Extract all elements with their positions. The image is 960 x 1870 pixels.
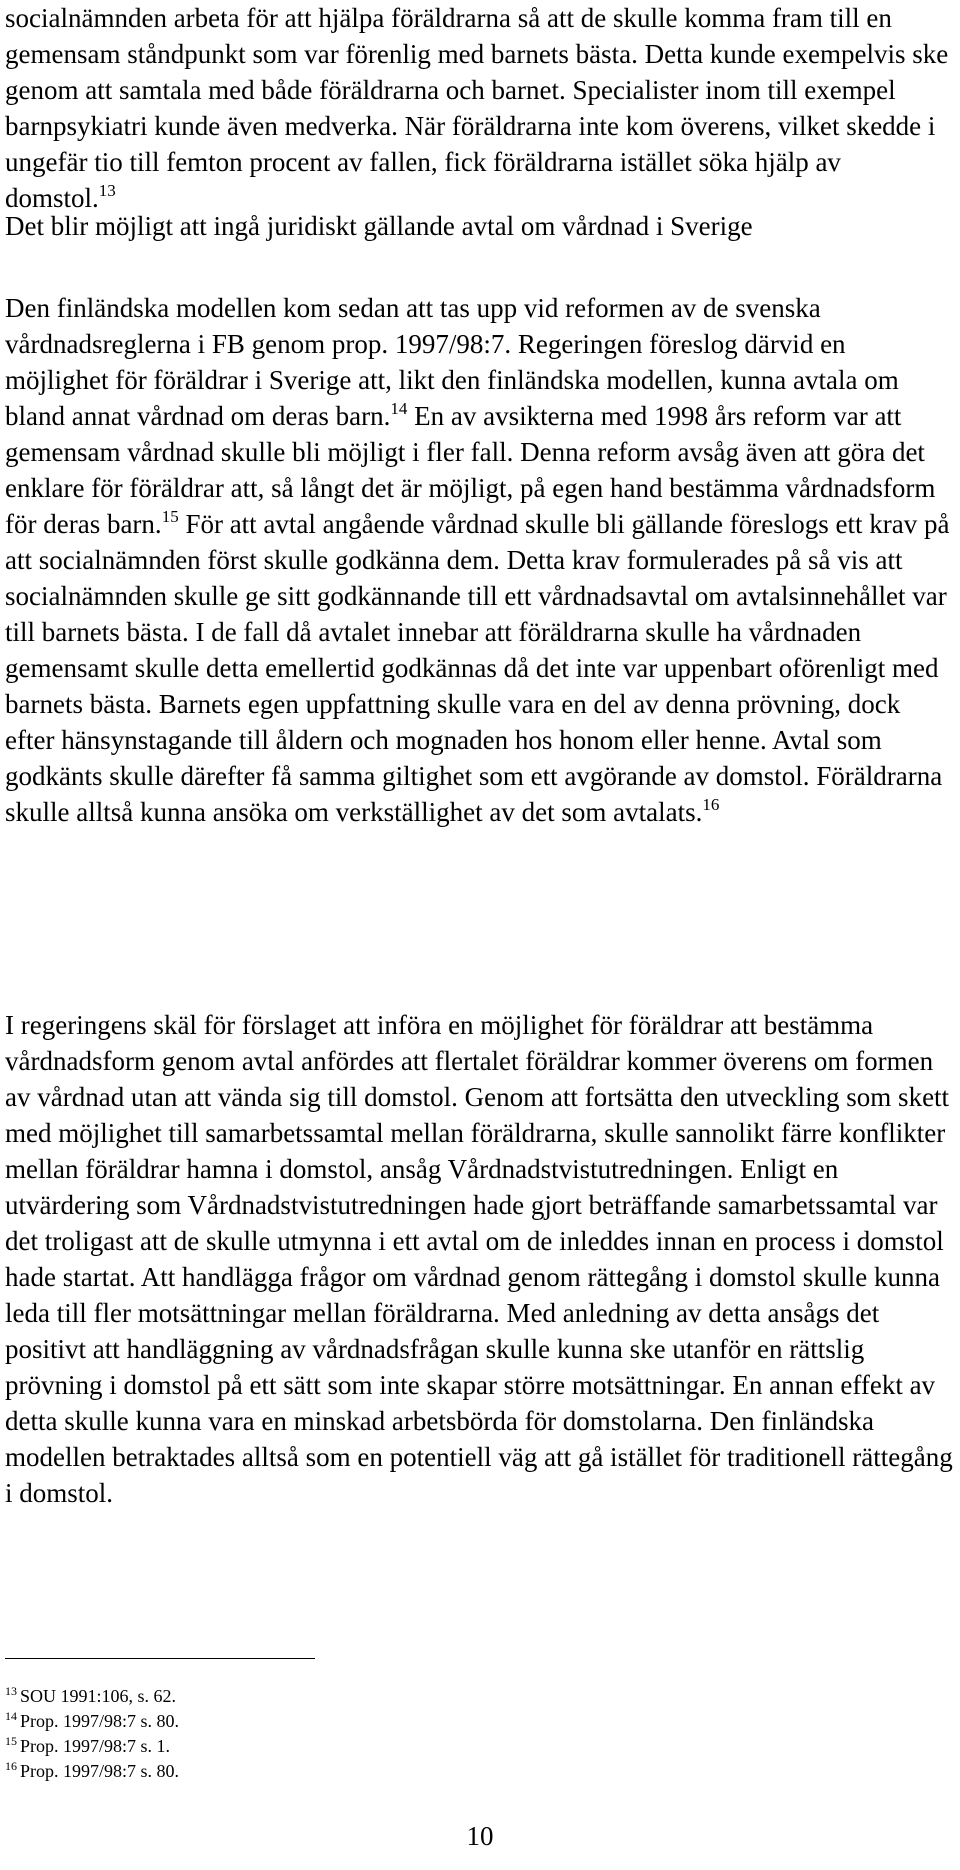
- footnote-text: Prop. 1997/98:7 s. 1.: [20, 1736, 171, 1756]
- paragraph-text-part-1: Den finländska modellen kom sedan att tas upp vid reformen av de svenska vårdnadsreglerna i FB genom prop. 1997/98:7. Regeringen föreslog därvid en möjlighet för föräldrar i Sverige att, likt den finländska modellen, kunna avtala om bland annat vårdnad om deras barn.: [5, 293, 899, 431]
- footnote-number: 16: [5, 1759, 17, 1773]
- footnote-item: [5, 1709, 179, 1734]
- footnote-text: SOU 1991:106, s. 62.: [20, 1686, 177, 1706]
- footnote-ref-13: 13: [98, 181, 116, 200]
- paragraph-text-part-3: För att avtal angående vårdnad skulle bli gällande föreslogs ett krav på att socialnämnden först skulle godkänna dem. Detta krav formulerades på så vis att socialnämnden skulle ge sitt godkännande till ett vårdnadsavtal om avtalsinnehållet var till barnets bästa. I de fall då avtalet innebar att föräldrarna skulle ha vårdnaden gemensamt skulle detta emellertid godkännas då det inte var uppenbart oförenligt med barnets bästa. Barnets egen uppfattning skulle vara en del av denna prövning, dock efter hänsynstagande till åldern och mognaden hos honom eller henne. Avtal som godkänts skulle därefter få samma giltighet som ett avgörande av domstol. Föräldrarna skulle alltså kunna ansöka om verkställighet av det som avtalats.: [5, 509, 950, 827]
- footnote-number: 14: [5, 1709, 17, 1723]
- body-paragraph-1: [5, 0, 955, 216]
- footnote-separator: [5, 1658, 315, 1659]
- footnote-number: 15: [5, 1734, 17, 1748]
- footnote-ref-15: 15: [161, 507, 179, 526]
- footnote-item: [5, 1759, 179, 1784]
- footnote-ref-16: 16: [702, 795, 720, 814]
- footnote-item: [5, 1734, 179, 1759]
- footnote-text: Prop. 1997/98:7 s. 80.: [20, 1761, 180, 1781]
- body-paragraph-2: [5, 290, 955, 830]
- page-number: 10: [466, 1821, 494, 1851]
- section-heading: Det blir möjligt att ingå juridiskt gällande avtal om vårdnad i Sverige: [5, 211, 753, 241]
- paragraph-text: socialnämnden arbeta för att hjälpa föräldrarna så att de skulle komma fram till en gemensam ståndpunkt som var förenlig med barnets bästa. Detta kunde exempelvis ske genom att samtala med både föräldrarna och barnet. Specialister inom till exempel barnpsykiatri kunde även medverka. När föräldrarna inte kom överens, vilket skedde i ungefär tio till femton procent av fallen, fick föräldrarna istället söka hjälp av domstol.: [5, 3, 949, 213]
- footnote-item: [5, 1684, 179, 1709]
- footnote-list: [5, 1684, 179, 1784]
- footnote-ref-14: 14: [390, 399, 408, 418]
- paragraph-text: I regeringens skäl för förslaget att införa en möjlighet för föräldrar att bestämma vårdnadsform genom avtal anfördes att flertalet föräldrar kommer överens om formen av vårdnad utan att vända sig till domstol. Genom att fortsätta den utveckling som skett med möjlighet till samarbetssamtal mellan föräldrarna, skulle sannolikt färre konflikter mellan föräldrar hamna i domstol, ansåg Vårdnadstvistutredningen. Enligt en utvärdering som Vårdnadstvistutredningen hade gjort beträffande samarbetssamtal var det troligast att de skulle utmynna i ett avtal om de inleddes innan en process i domstol hade startat. Att handlägga frågor om vårdnad genom rättegång i domstol skulle kunna leda till fler motsättningar mellan föräldrarna. Med anledning av detta ansågs det positivt att handläggning av vårdnadsfrågan skulle kunna ske utanför en rättslig prövning i domstol på ett sätt som inte skapar större motsättningar. En annan effekt av detta skulle kunna vara en minskad arbetsbörda för domstolarna. Den finländska modellen betraktades alltså som en potentiell väg att gå istället för traditionell rättegång i domstol.: [5, 1010, 953, 1508]
- body-paragraph-3: [5, 1007, 955, 1511]
- footnote-text: Prop. 1997/98:7 s. 80.: [20, 1711, 180, 1731]
- paragraph-text-part-2: En av avsikterna med 1998 års reform var att gemensam vårdnad skulle bli möjligt i fler fall. Denna reform avsåg även att göra det enklare för föräldrar att, så långt det är möjligt, på egen hand bestämma vårdnadsform för deras barn.: [5, 401, 936, 539]
- footnote-number: 13: [5, 1684, 17, 1698]
